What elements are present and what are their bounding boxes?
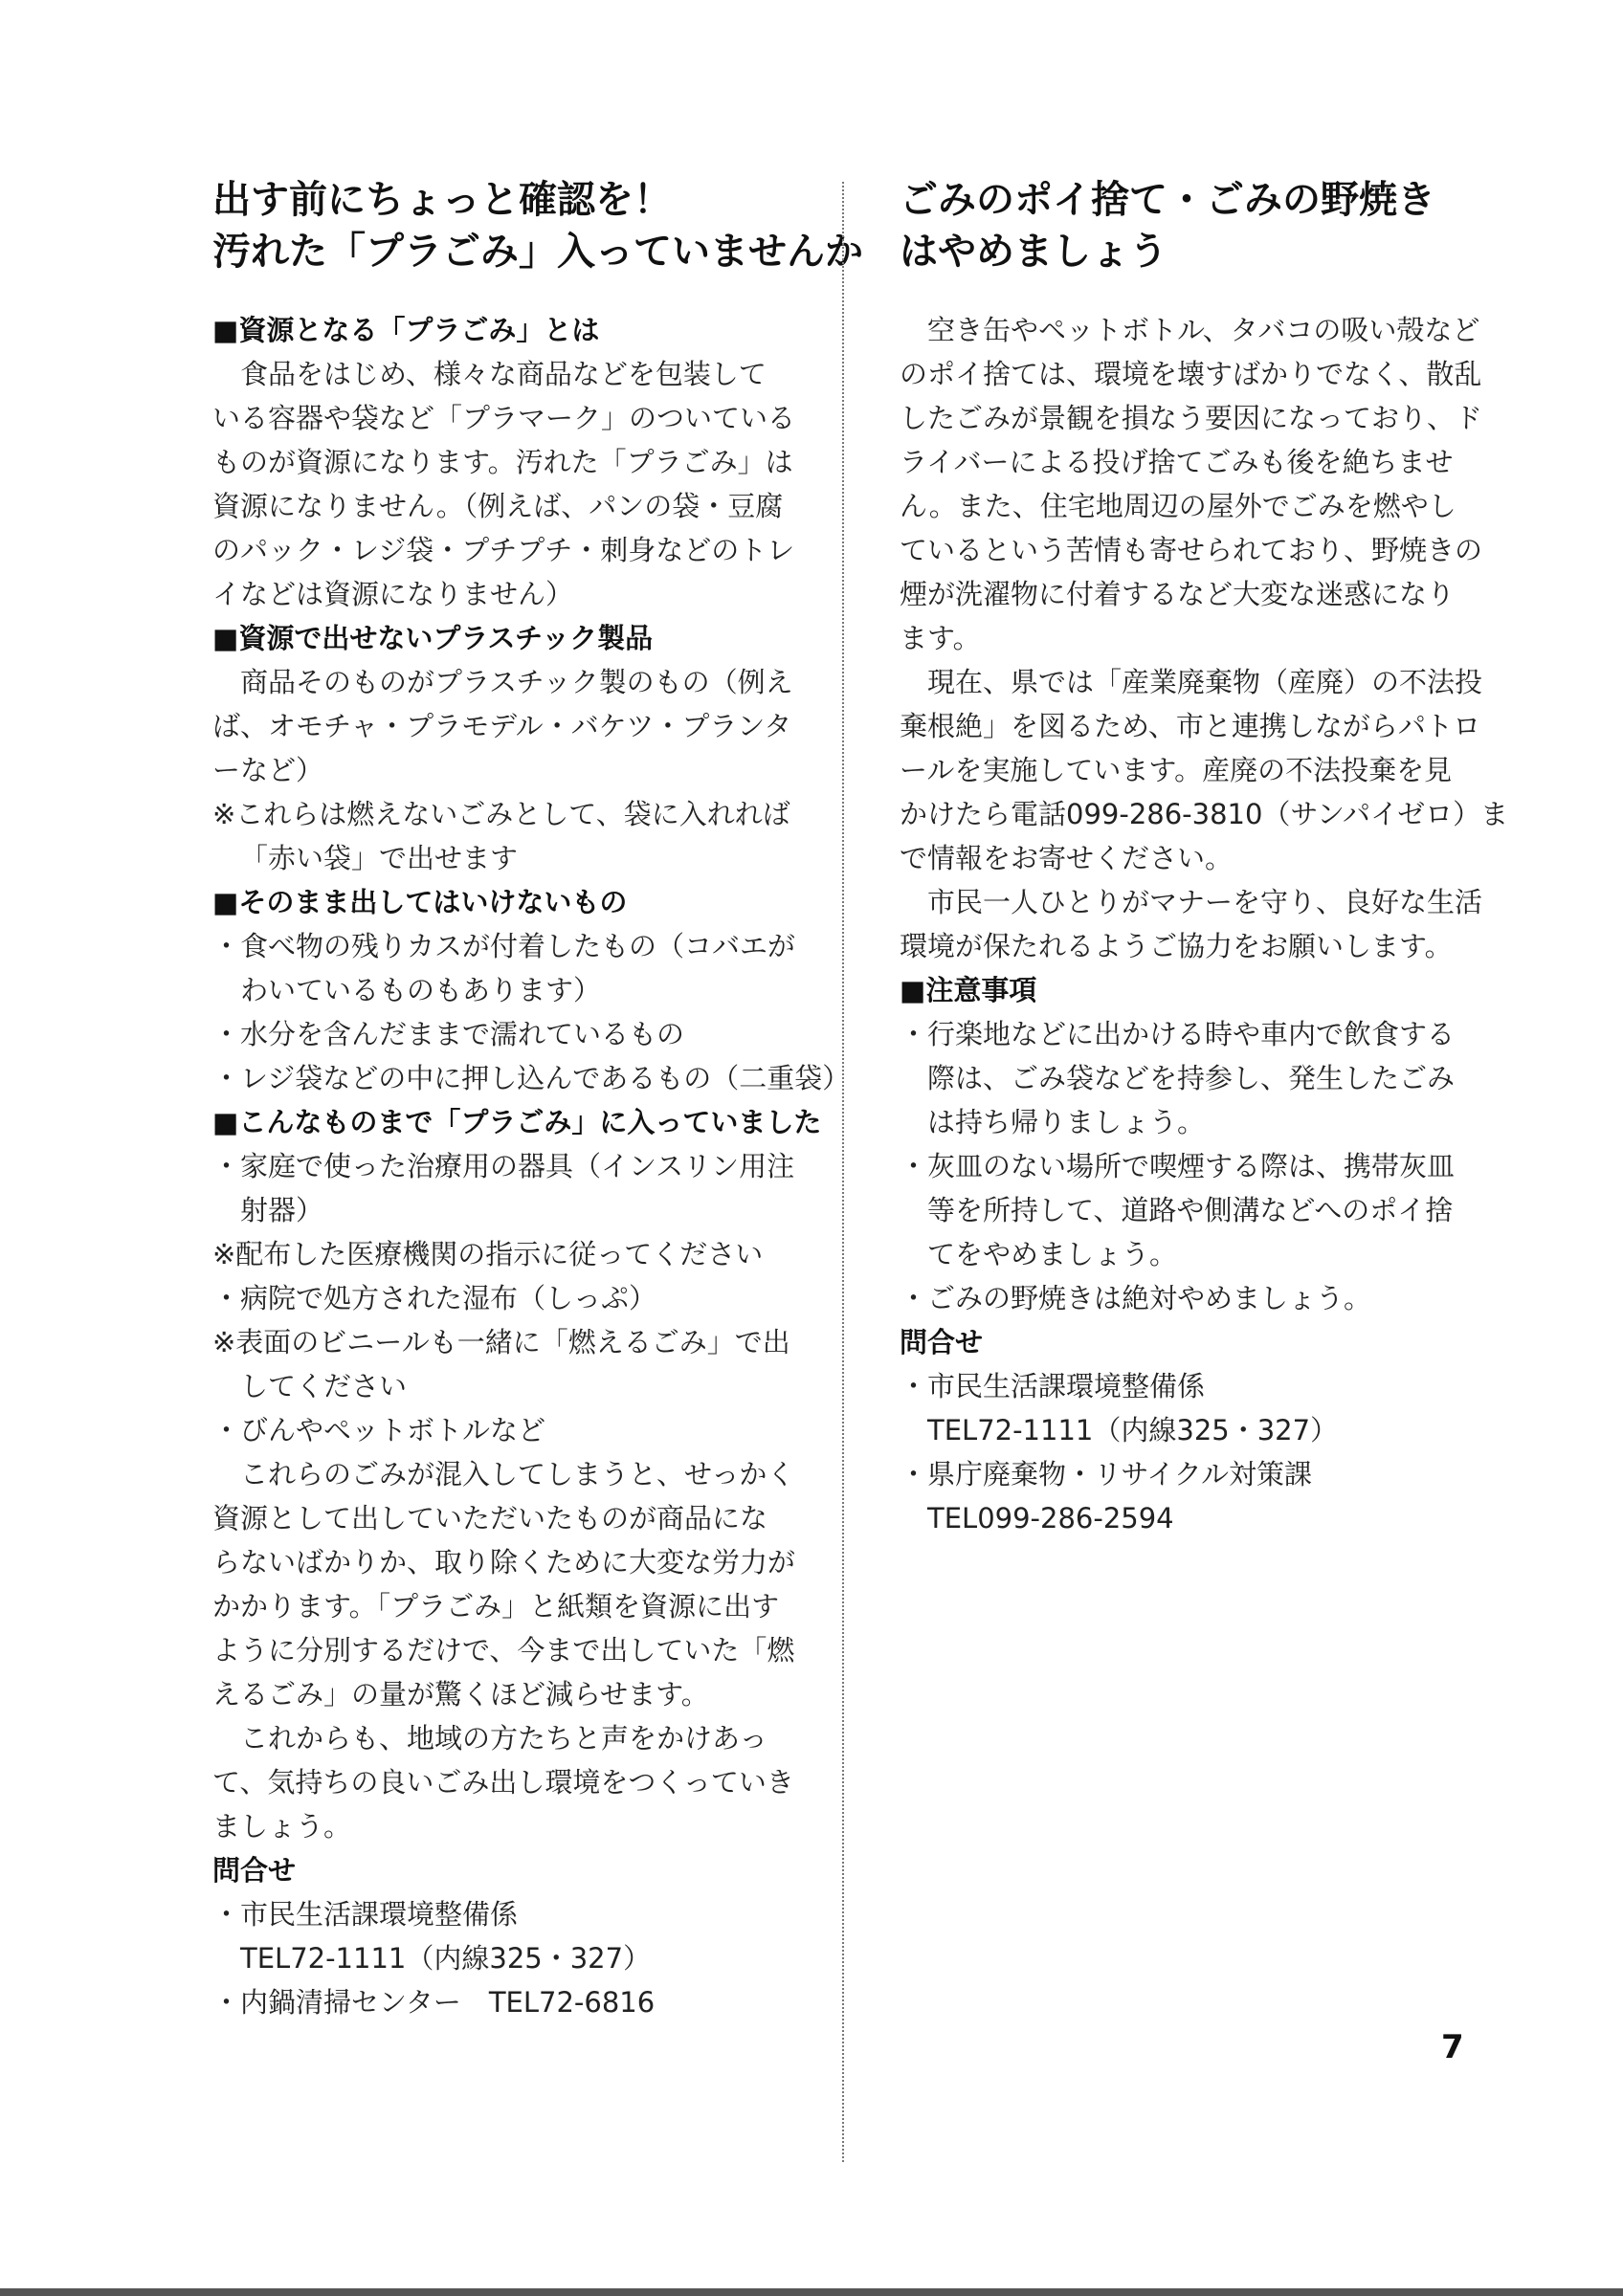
text-line: えるごみ」の量が驚くほど減らせます。 (212, 1678, 709, 1711)
section-heading: ■そのまま出してはいけないもの (212, 886, 628, 918)
section-heading: ■資源となる「プラごみ」とは (212, 314, 600, 346)
text-line: 現在、県では「産業廃棄物（産廃）の不法投 (927, 666, 1483, 698)
left-title-line-2: 汚れた「プラごみ」入っていませんか (212, 230, 863, 274)
text-line: してください (240, 1370, 408, 1402)
text-line: ※これらは燃えないごみとして、袋に入れれば (212, 798, 790, 830)
text-line: のパック・レジ袋・プチプチ・刺身などのトレ (212, 534, 795, 566)
text-line: 資源として出していただいたものが商品にな (212, 1502, 768, 1534)
text-line: 煙が洗濯物に付着するなど大変な迷惑になり (900, 578, 1456, 610)
left-article-title (212, 174, 863, 277)
page-number: 7 (1441, 2028, 1464, 2066)
text-line: ように分別するだけで、今まで出していた「燃 (212, 1634, 795, 1667)
text-line: て、気持ちの良いごみ出し環境をつくっていき (212, 1766, 794, 1799)
text-line: したごみが景観を損なう要因になっており、ド (900, 402, 1483, 434)
text-line: ば、オモチャ・プラモデル・バケツ・プランタ (212, 710, 792, 742)
section-heading: ■こんなものまで「プラごみ」に入っていました (212, 1106, 822, 1138)
text-line: ・病院で処方された湿布（しっぷ） (212, 1282, 657, 1314)
text-line: ・ごみの野焼きは絶対やめましょう。 (900, 1282, 1372, 1314)
right-title-line-1: ごみのポイ捨て・ごみの野焼き (900, 178, 1435, 222)
left-title-line-1: 出す前にちょっと確認を！ (212, 178, 672, 222)
column-divider (842, 182, 844, 2162)
text-line: 資源になりません。（例えば、パンの袋・豆腐 (212, 490, 784, 522)
text-line: TEL72-1111（内線325・327） (240, 1942, 652, 1975)
text-line: これからも、地域の方たちと声をかけあっ (240, 1722, 767, 1755)
text-line: ・行楽地などに出かける時や車内で飲食する (900, 1018, 1456, 1050)
section-heading: ■資源で出せないプラスチック製品 (212, 622, 654, 654)
section-heading: 問合せ (212, 1854, 297, 1887)
text-line: かかります。「プラごみ」と紙類を資源に出す (212, 1590, 780, 1623)
right-article-title (900, 174, 1435, 277)
text-line: で情報をお寄せください。 (900, 842, 1234, 874)
text-line: ん。また、住宅地周辺の屋外でごみを燃やし (900, 490, 1456, 522)
text-line: は持ち帰りましょう。 (927, 1106, 1206, 1138)
text-line: 商品そのものがプラスチック製のもの（例え (240, 666, 793, 698)
text-line: 市民一人ひとりがマナーを守り、良好な生活 (927, 886, 1483, 918)
text-line: いる容器や袋など「プラマーク」のついている (212, 402, 796, 434)
text-line: 際は、ごみ袋などを持参し、発生したごみ (927, 1062, 1456, 1094)
text-line: 棄根絶」を図るため、市と連携しながらパトロ (900, 710, 1481, 742)
text-line: 空き缶やペットボトル、タバコの吸い殻など (927, 314, 1480, 346)
text-line: ます。 (900, 622, 981, 654)
text-line: 「赤い袋」で出せます (240, 842, 519, 874)
text-line: 食品をはじめ、様々な商品などを包装して (240, 358, 767, 390)
section-heading: 問合せ (900, 1326, 984, 1358)
text-line: 等を所持して、道路や側溝などへのポイ捨 (927, 1194, 1454, 1226)
right-article-body (900, 308, 1509, 1540)
text-line: ・内鍋清掃センター TEL72-6816 (212, 1986, 656, 2019)
text-line: ・市民生活課環境整備係 (212, 1898, 519, 1931)
text-line: ・びんやペットボトルなど (212, 1414, 546, 1446)
text-line: イなどは資源になりません） (212, 578, 574, 610)
right-title-line-2: はやめましょう (900, 230, 1167, 274)
text-line: ・家庭で使った治療用の器具（インスリン用注 (212, 1150, 795, 1182)
text-line: 環境が保たれるようご協力をお願いします。 (900, 930, 1453, 962)
text-line: ※配布した医療機関の指示に従ってください (212, 1238, 764, 1270)
text-line: ましょう。 (212, 1810, 352, 1843)
section-heading: ■注意事項 (900, 974, 1037, 1006)
text-line: ・県庁廃棄物・リサイクル対策課 (900, 1458, 1312, 1490)
text-line: これらのごみが混入してしまうと、せっかく (240, 1458, 795, 1490)
text-line: ・水分を含んだままで濡れているもの (212, 1018, 685, 1050)
text-line: らないばかりか、取り除くために大変な労力が (212, 1546, 796, 1578)
text-line: のポイ捨ては、環境を壊すばかりでなく、散乱 (900, 358, 1482, 390)
text-line: ものが資源になります。汚れた「プラごみ」は (212, 446, 793, 478)
text-line: ・食べ物の残りカスが付着したもの（コバエが (212, 930, 796, 962)
text-line: ーなど） (212, 754, 324, 786)
text-line: わいているものもあります） (240, 974, 602, 1006)
text-line: TEL099-286-2594 (927, 1502, 1174, 1534)
text-line: ライバーによる投げ捨てごみも後を絶ちませ (900, 446, 1454, 478)
scan-edge (0, 2288, 1623, 2296)
text-line: ※表面のビニールも一緒に「燃えるごみ」で出 (212, 1326, 790, 1358)
left-article-body (212, 308, 851, 2024)
text-line: かけたら電話099-286-3810（サンパイゼロ）ま (900, 798, 1509, 830)
text-line: てをやめましょう。 (927, 1238, 1178, 1270)
text-line: 射器） (240, 1194, 324, 1226)
text-line: ているという苦情も寄せられており、野焼きの (900, 534, 1483, 566)
text-line: ・レジ袋などの中に押し込んであるもの（二重袋） (212, 1062, 851, 1094)
text-line: ・灰皿のない場所で喫煙する際は、携帯灰皿 (900, 1150, 1456, 1182)
text-line: ールを実施しています。産廃の不法投棄を見 (900, 754, 1453, 786)
text-line: TEL72-1111（内線325・327） (927, 1414, 1339, 1446)
text-line: ・市民生活課環境整備係 (900, 1370, 1206, 1402)
